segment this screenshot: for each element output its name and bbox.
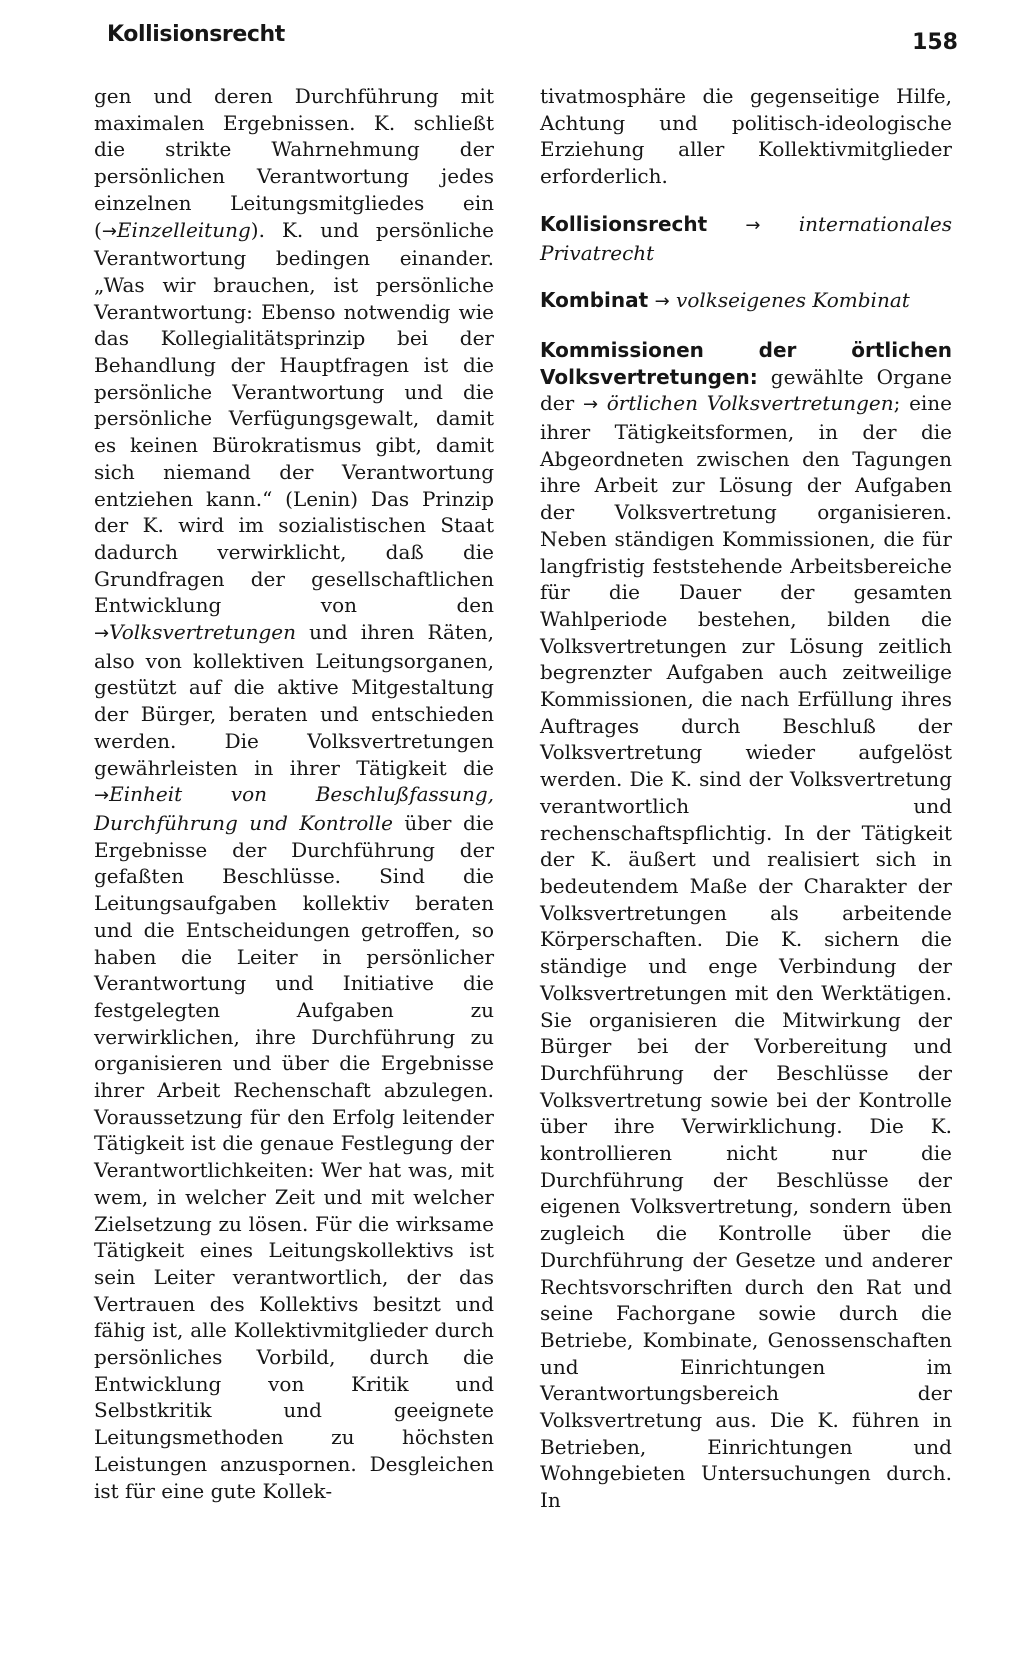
cross-reference-oertliche-volksvertretungen[interactable]: örtlichen Volksvertretungen — [606, 391, 894, 416]
entry-kommissionen — [540, 337, 952, 1514]
right-column — [540, 83, 952, 1514]
cross-reference-einheit[interactable]: Einheit von Beschlußfassung, Durchführung und Kontrolle — [94, 782, 494, 835]
arrow-icon: → — [94, 785, 110, 807]
left-column — [94, 83, 494, 1504]
text-segment: gewählte Organe der — [540, 364, 952, 416]
arrow-icon: → — [582, 394, 599, 416]
cross-reference-volkseigenes-kombinat[interactable]: volkseigenes Kombinat — [676, 288, 910, 313]
cross-reference-einzelleitung[interactable]: Einzelleitung — [116, 217, 251, 242]
text-segment: über die Ergebnisse der Durchführung der gefaßten Beschlüsse. Sind die Leitungsaufgaben kollektiv beraten und die Entscheidungen getroffen, so haben die Leiter in persönlicher Verantwortung und Initiative die festgelegten Aufgaben zu verwirklichen, ihre Durchführung zu organisieren und über die Ergebnisse ihrer Arbeit Rechenschaft abzulegen. Voraussetzung für den Erfolg leitender Tätigkeit ist die genaue Festlegung der Verantwortlichkeiten: Wer hat was, mit wem, in welcher Zeit und mit welcher Zielsetzung zu lösen. Für die wirksame Tätigkeit eines Leitungskollektivs ist sein Leiter verantwortlich, der das Vertrauen des Kollektivs besitzt und fähig ist, alle Kollektivmitglieder durch persönliches Vorbild, durch die Entwicklung von Kritik und Selbstkritik und geeignete Leitungsmethoden zu höchsten Leistungen anzuspornen. Desgleichen ist für eine gute Kollek- — [94, 810, 494, 1503]
entry-kollisionsrecht — [540, 211, 952, 266]
left-column-text — [94, 83, 494, 1504]
page-number: 158 — [912, 30, 958, 55]
arrow-icon: → — [101, 220, 117, 242]
entry-term: Kollisionsrecht — [540, 211, 708, 236]
text-segment: gen und deren Durchführung mit maximalen Ergebnissen. K. schließt die strikte Wahrnehmung der persönlichen Verantwortung jedes einzelnen Leitungsmitgliedes ein ( — [94, 84, 494, 242]
arrow-icon: → — [94, 623, 110, 645]
entry-term: Kommissionen der örtlichen Volksvertretungen: — [540, 337, 952, 389]
entry-kombinat — [540, 287, 952, 316]
running-head: Kollisionsrecht — [107, 22, 285, 47]
cross-reference-volksvertretungen[interactable]: Volksvertretungen — [109, 620, 296, 645]
text-segment: und ihren Räten, also von kollektiven Leitungsorganen, gestützt auf die aktive Mitgestaltung der Bürger, beraten und entschieden werden. Die Volksvertretungen gewährleisten in ihrer Tätigkeit die — [94, 620, 494, 780]
continuation-text: tivatmosphäre die gegenseitige Hilfe, Achtung und politisch-ideologische Erziehung aller Kollektivmitglieder erforderlich. — [540, 84, 952, 189]
arrow-icon: → — [745, 214, 761, 236]
text-segment: ; eine ihrer Tätigkeitsformen, in der die Abgeordneten zwischen den Tagungen ihre Arbeit zur Lösung der Aufgaben der Volksvertretung organisieren. Neben ständigen Kommissionen, die für langfristig feststehende Arbeitsbereiche für die Dauer der gesamten Wahlperiode bestehen, bilden die Volksvertretungen zur Lösung zeitlich begrenzter Aufgaben auch zeitweilige Kommissionen, die nach Erfüllung ihres Auftrages durch Beschluß der Volksvertretung wieder aufgelöst werden. Die K. sind der Volksvertretung verantwortlich und rechenschaftspflichtig. In der Tätigkeit der K. äußert und realisiert sich in bedeutendem Maße der Charakter der Volksvertretungen als arbeitende Körperschaften. Die K. sichern die ständige und enge Verbindung der Volksvertretungen mit den Werktätigen. Sie organisieren die Mitwirkung der Bürger bei der Vorbereitung und Durchführung der Beschlüsse der Volksvertretung sowie bei der Kontrolle über ihre Verwirklichung. Die K. kontrollieren nicht nur die Durchführung der Beschlüsse der eigenen Volksvertretung, sondern üben zugleich die Kontrolle über die Durchführung der Gesetze und anderer Rechtsvorschriften durch den Rat und seine Fachorgane sowie durch die Betriebe, Kombinate, Genossenschaften und Einrichtungen im Verantwortungsbereich der Volksvertretung aus. Die K. führen in Betrieben, Einrichtungen und Wohngebieten Untersuchungen durch. In — [540, 391, 953, 1513]
arrow-icon: → — [654, 291, 670, 313]
entry-term: Kombinat — [540, 288, 649, 313]
text-segment: ). K. und persönliche Verantwortung bedingen einander. „Was wir brauchen, ist persönliche Verantwortung: Ebenso notwendig wie das Kollegialitätsprinzip bei der Behandlung der Hauptfragen ist die persönliche Verantwortung und die persönliche Verfügungsgewalt, damit es keinen Bürokratismus gibt, damit sich niemand der Verantwortung entziehen kann.“ (Lenin) Das Prinzip der K. wird im sozialistischen Staat dadurch verwirklicht, daß die Grundfragen der gesellschaftlichen Entwicklung von den — [94, 217, 494, 618]
cross-reference-internationales-privatrecht[interactable]: internationales Privatrecht — [540, 211, 953, 265]
